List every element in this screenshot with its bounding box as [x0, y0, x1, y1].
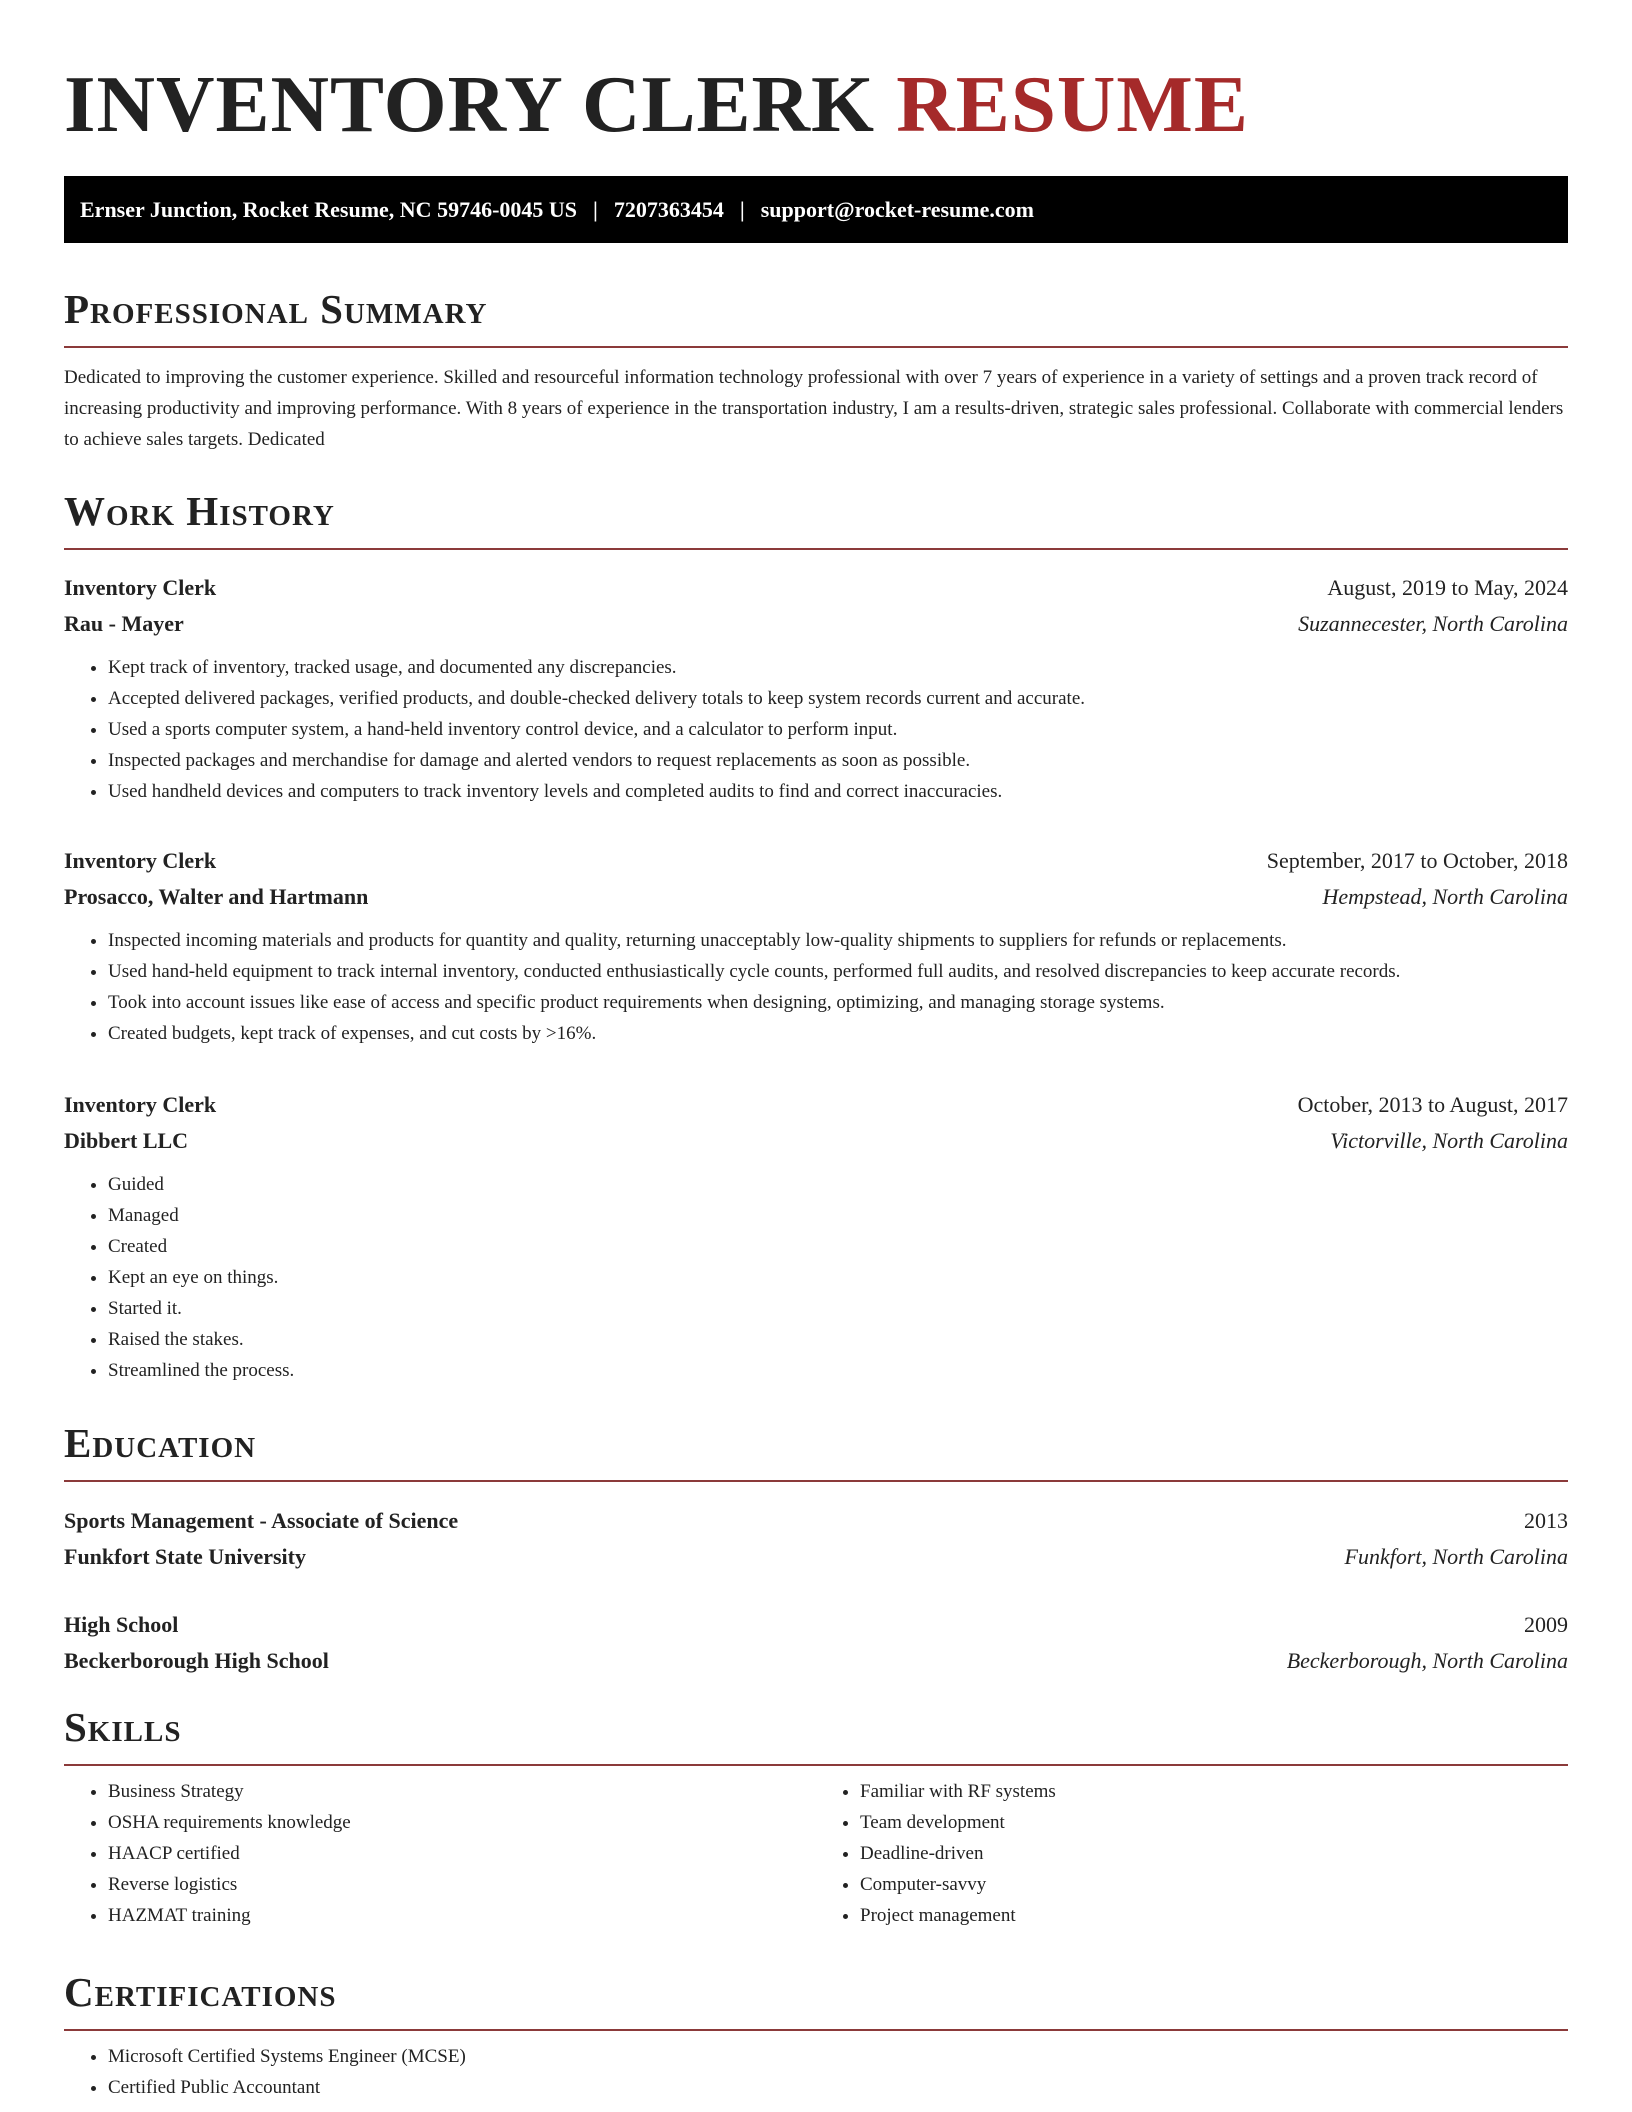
summary-text: Dedicated to improving the customer experience. Skilled and resourceful information technology professional with over 7 years of experience in a variety of settings and a proven track record of increasing productivity and improving performance. With 8 years of experience in the transportation industry, I am a results-driven, strategic sales professional. Collaborate with commercial lenders to achieve sales targets. Dedicated [64, 367, 1564, 450]
title-main: INVENTORY CLERK [64, 59, 876, 149]
list-item: • Used handheld devices and computers to track inventory levels and completed audits to find and correct inaccuracies. [108, 776, 1568, 807]
list-item: • Computer-savvy [860, 1869, 1568, 1900]
list-item: • Managed [108, 1200, 1568, 1231]
contact-bar [64, 176, 1568, 243]
contact-address: Ernser Junction, Rocket Resume, NC 59746-0045 US [80, 196, 578, 222]
job-title: Inventory Clerk [64, 848, 217, 873]
education-degree: High School [64, 1612, 179, 1637]
list-item: • Kept track of inventory, tracked usage, and documented any discrepancies. [108, 652, 1568, 683]
list-item: • Accepted delivered packages, verified products, and double-checked delivery totals to keep system records current and accurate. [108, 683, 1568, 714]
list-item: • Kept an eye on things. [108, 1262, 1568, 1293]
job-title: Inventory Clerk [64, 1092, 217, 1117]
contact-separator: | [739, 196, 745, 222]
list-item: • Inspected incoming materials and products for quantity and quality, returning unacceptably low-quality shipments to suppliers for refunds or replacements. [108, 925, 1568, 956]
summary-section [64, 284, 1568, 455]
title-accent: RESUME [896, 59, 1249, 149]
list-item: • HAACP certified [108, 1838, 816, 1869]
section-divider [64, 548, 1568, 550]
work-history-section [64, 486, 1568, 550]
education-heading: Education [64, 1420, 257, 1466]
list-item: • Reverse logistics [108, 1869, 816, 1900]
list-item: • Streamlined the process. [108, 1355, 1568, 1386]
job-company: Prosacco, Walter and Hartmann [64, 884, 369, 909]
job-entry [64, 843, 1568, 1049]
list-item: • Created budgets, kept track of expenses, and cut costs by >16%. [108, 1018, 1568, 1049]
list-item: • Microsoft Certified Systems Engineer (MCSE) [108, 2041, 1568, 2072]
certifications-heading: Certifications [64, 1969, 337, 2015]
contact-phone[interactable]: 7207363454 [613, 196, 724, 222]
education-entry [64, 1607, 1568, 1679]
list-item: • Started it. [108, 1293, 1568, 1324]
education-section [64, 1418, 1568, 1482]
job-location: Victorville, North Carolina [1330, 1128, 1568, 1153]
job-location: Suzannecester, North Carolina [1298, 611, 1568, 636]
education-school: Funkfort State University [64, 1544, 306, 1569]
education-entry [64, 1503, 1568, 1575]
job-entry [64, 1087, 1568, 1386]
certifications-section [64, 1967, 1568, 2103]
job-dates: October, 2013 to August, 2017 [1297, 1092, 1568, 1117]
summary-heading: Professional Summary [64, 286, 488, 332]
list-item: • Deadline-driven [860, 1838, 1568, 1869]
list-item: • OSHA requirements knowledge [108, 1807, 816, 1838]
list-item: • Took into account issues like ease of access and specific product requirements when designing, optimizing, and managing storage systems. [108, 987, 1568, 1018]
list-item: • Team development [860, 1807, 1568, 1838]
list-item: • Raised the stakes. [108, 1324, 1568, 1355]
job-dates: September, 2017 to October, 2018 [1266, 848, 1568, 873]
resume-page [64, 0, 1568, 2098]
skills-heading: Skills [64, 1704, 182, 1750]
education-year: 2013 [1524, 1508, 1568, 1533]
list-item: • Guided [108, 1169, 1568, 1200]
job-entry [64, 570, 1568, 807]
education-location: Funkfort, North Carolina [1344, 1544, 1568, 1569]
section-divider [64, 2029, 1568, 2031]
skills-list-left [64, 1776, 816, 1931]
job-company: Rau - Mayer [64, 611, 184, 636]
list-item: • Familiar with RF systems [860, 1776, 1568, 1807]
list-item: • Used a sports computer system, a hand-held inventory control device, and a calculator to perform input. [108, 714, 1568, 745]
job-title: Inventory Clerk [64, 575, 217, 600]
education-location: Beckerborough, North Carolina [1286, 1648, 1568, 1673]
education-school: Beckerborough High School [64, 1648, 329, 1673]
section-divider [64, 1480, 1568, 1482]
list-item: • Used hand-held equipment to track internal inventory, conducted enthusiastically cycle counts, performed full audits, and resolved discrepancies to keep accurate records. [108, 956, 1568, 987]
list-item: • Created [108, 1231, 1568, 1262]
list-item: • HAZMAT training [108, 1900, 816, 1931]
skills-section [64, 1702, 1568, 1931]
education-degree: Sports Management - Associate of Science [64, 1508, 459, 1533]
job-bullets [64, 925, 1568, 1049]
section-divider [64, 346, 1568, 348]
job-bullets [64, 1169, 1568, 1386]
education-year: 2009 [1524, 1612, 1568, 1637]
job-location: Hempstead, North Carolina [1322, 884, 1568, 909]
job-dates: August, 2019 to May, 2024 [1327, 575, 1568, 600]
job-bullets [64, 652, 1568, 807]
contact-separator: | [593, 196, 598, 222]
list-item: • Certified Public Accountant [108, 2072, 1568, 2103]
list-item: • Inspected packages and merchandise for damage and alerted vendors to request replacements as soon as possible. [108, 745, 1568, 776]
list-item: • Project management [860, 1900, 1568, 1931]
job-company: Dibbert LLC [64, 1128, 189, 1153]
list-item: • Business Strategy [108, 1776, 816, 1807]
contact-email[interactable]: support@rocket-resume.com [760, 196, 1034, 222]
certifications-list [64, 2041, 1568, 2103]
work-history-heading: Work History [64, 488, 335, 534]
resume-title [64, 0, 1568, 150]
skills-list-right [816, 1776, 1568, 1931]
